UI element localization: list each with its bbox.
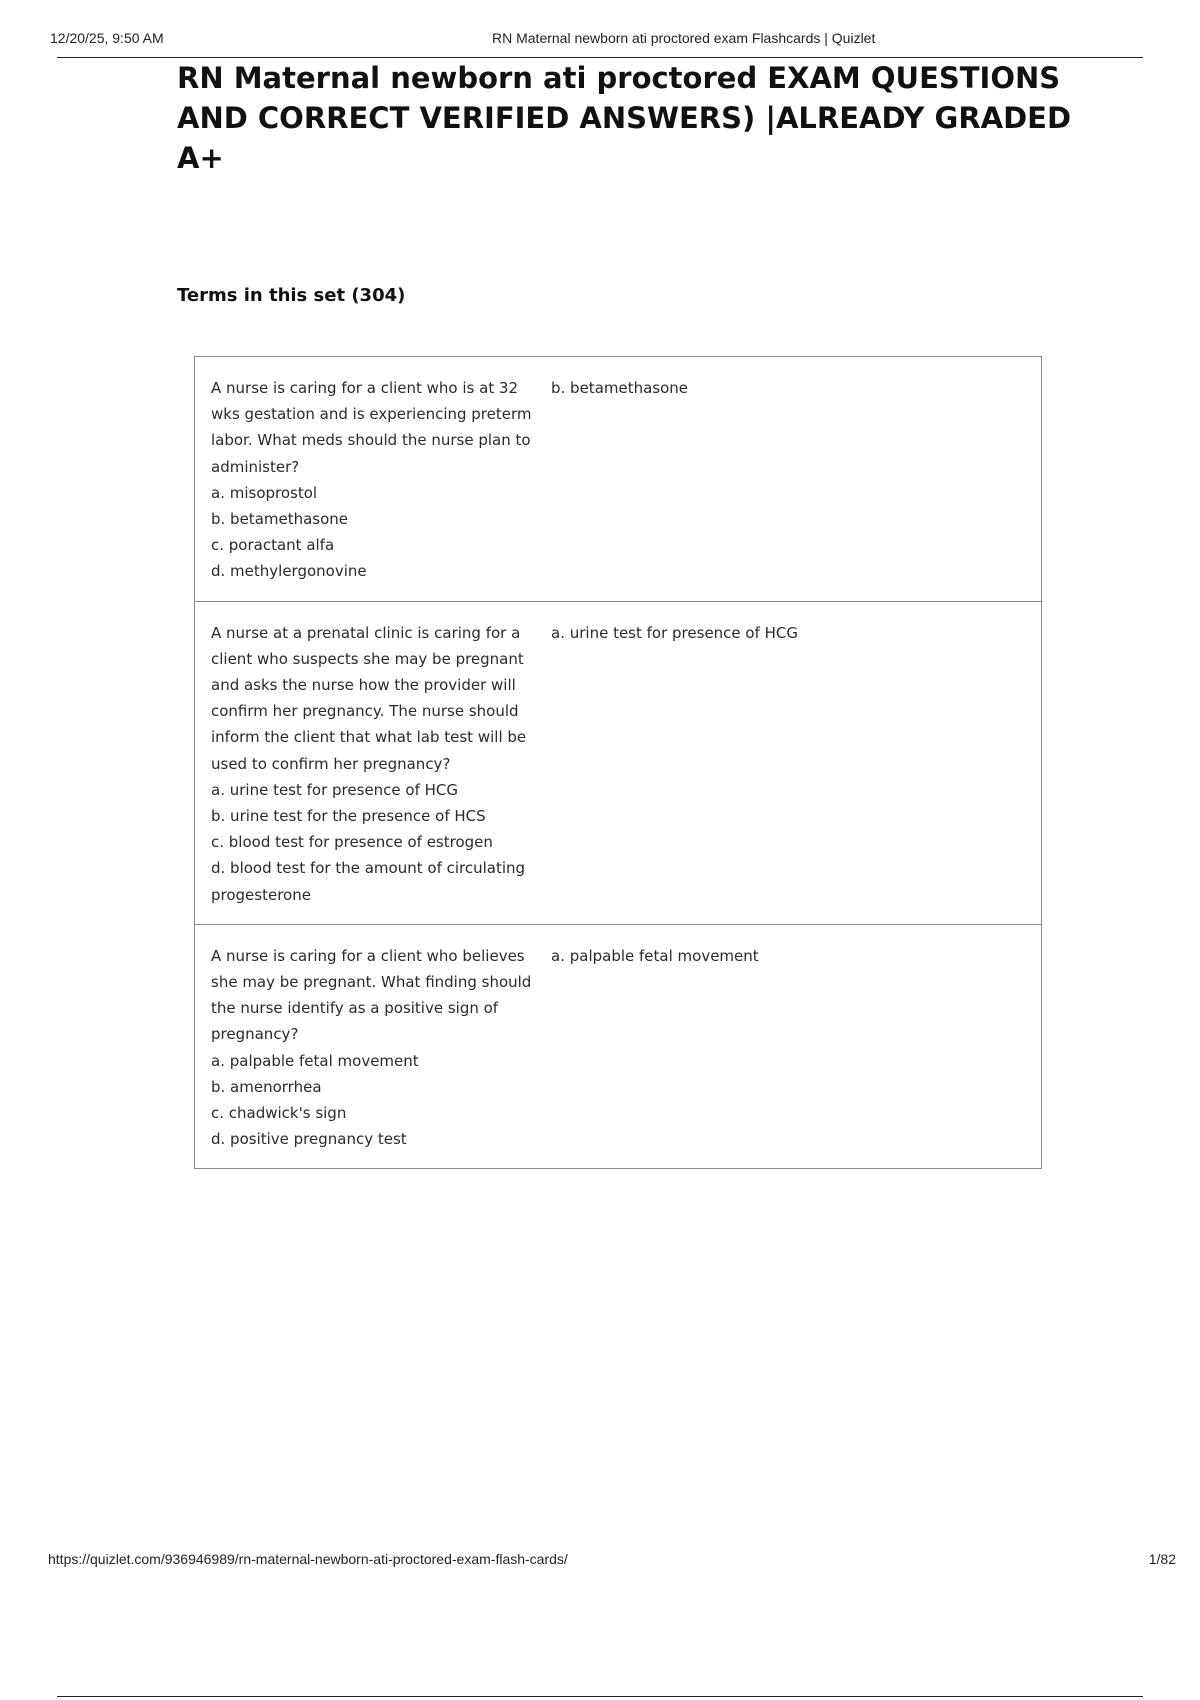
print-datetime: 12/20/25, 9:50 AM [50,30,164,46]
terms-heading: Terms in this set (304) [177,285,406,306]
card-option: c. chadwick's sign [211,1104,347,1123]
card-option: c. blood test for presence of estrogen [211,833,493,852]
card-option: a. urine test for presence of HCG [211,780,459,799]
card-term [195,357,551,601]
card-definition: a. urine test for presence of HCG [551,623,799,642]
card-option: a. misoprostol [211,483,318,502]
card-term [195,925,551,1169]
card-option: c. poractant alfa [211,536,335,555]
flashcard-table [194,356,1042,1169]
card-term [195,602,551,924]
card-option: b. amenorrhea [211,1077,322,1096]
flashcard-row [195,357,1041,601]
document-title: RN Maternal newborn ati proctored EXAM QUESTIONS AND CORRECT VERIFIED ANSWERS) |ALREADY GRADED A+ [177,61,1072,175]
card-option: b. betamethasone [211,510,349,529]
card-question: A nurse is caring for a client who is at 32 wks gestation and is experiencing preterm labor. What meds should the nurse plan to administer? [211,379,532,476]
flashcard-row [195,924,1041,1169]
card-option: d. positive pregnancy test [211,1130,407,1149]
source-url-link[interactable]: https://quizlet.com/936946989/rn-maternal-newborn-ati-proctored-exam-flash-cards/ [48,1551,568,1567]
card-definition: b. betamethasone [551,379,689,397]
print-header [0,0,1200,60]
card-option: d. blood test for the amount of circulating progesterone [211,859,526,904]
card-definition: a. palpable fetal movement [551,946,759,965]
footer-divider [57,1696,1143,1697]
card-option: d. methylergonovine [211,562,367,581]
card-option: b. urine test for the presence of HCS [211,807,486,826]
print-page-title: RN Maternal newborn ati proctored exam Flashcards | Quizlet [492,30,876,46]
page-number: 1/82 [1148,1551,1176,1567]
card-option: a. palpable fetal movement [211,1051,419,1070]
card-question: A nurse at a prenatal clinic is caring for a client who suspects she may be pregnant and asks the nurse how the provider will confirm her pregnancy. The nurse should inform the client that what lab test will be used to confirm her pregnancy? [211,623,527,773]
card-question: A nurse is caring for a client who believes she may be pregnant. What finding should the nurse identify as a positive sign of pregnancy? [211,946,532,1044]
flashcard-row [195,601,1041,924]
